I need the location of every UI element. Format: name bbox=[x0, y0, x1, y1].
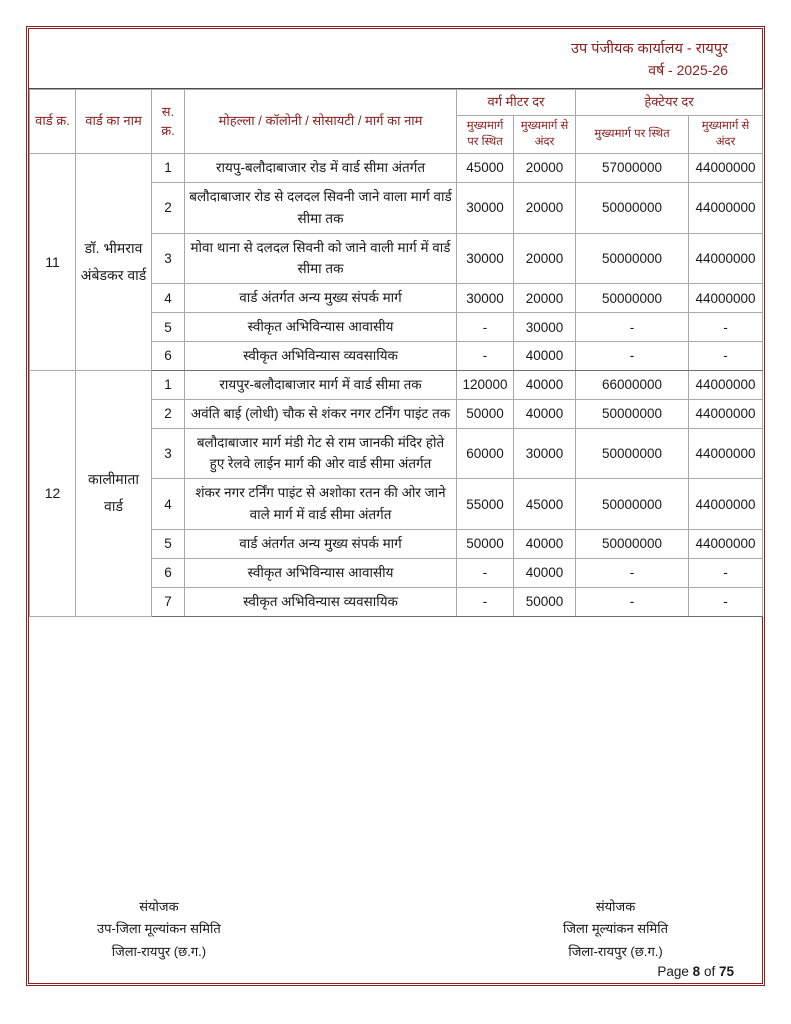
place-name-cell: स्वीकृत अभिविन्यास आवासीय bbox=[185, 558, 457, 587]
table-row bbox=[30, 154, 763, 183]
left-signature-committee: उप-जिला मूल्यांकन समिति bbox=[97, 921, 221, 937]
page-total: 75 bbox=[718, 964, 734, 979]
hectare-on-main-cell: 50000000 bbox=[576, 233, 689, 284]
sqm-on-main-cell: 30000 bbox=[457, 233, 514, 284]
table-body bbox=[30, 154, 763, 617]
col-header-sqm-on-main: मुख्यमार्ग पर स्थित bbox=[457, 116, 514, 154]
sqm-inside-cell: 45000 bbox=[514, 479, 576, 530]
signature-block-left bbox=[97, 896, 221, 963]
sqm-on-main-cell: 30000 bbox=[457, 182, 514, 233]
place-name-cell: बलौदाबाजार रोड से दलदल सिवनी जाने वाला मार्ग वार्ड सीमा तक bbox=[185, 182, 457, 233]
hectare-on-main-cell: 50000000 bbox=[576, 530, 689, 559]
sqm-inside-cell: 50000 bbox=[514, 587, 576, 616]
signature-row bbox=[45, 874, 746, 963]
sqm-on-main-cell: 50000 bbox=[457, 399, 514, 428]
col-header-hec-on-main: मुख्यमार्ग पर स्थित bbox=[576, 116, 689, 154]
serial-number-cell: 2 bbox=[152, 182, 185, 233]
place-name-cell: स्वीकृत अभिविन्यास व्यवसायिक bbox=[185, 342, 457, 371]
serial-number-cell: 2 bbox=[152, 399, 185, 428]
hectare-inside-cell: - bbox=[689, 558, 763, 587]
col-header-serial-no: स. क्र. bbox=[152, 90, 185, 154]
serial-number-cell: 5 bbox=[152, 313, 185, 342]
year-label: वर्ष - 2025-26 bbox=[648, 62, 728, 79]
sqm-inside-cell: 30000 bbox=[514, 313, 576, 342]
hectare-inside-cell: - bbox=[689, 313, 763, 342]
col-header-place-name: मोहल्ला / कॉलोनी / सोसायटी / मार्ग का नाम bbox=[185, 90, 457, 154]
col-header-group-sqm: वर्ग मीटर दर bbox=[457, 90, 576, 116]
serial-number-cell: 3 bbox=[152, 233, 185, 284]
hectare-on-main-cell: - bbox=[576, 342, 689, 371]
hectare-inside-cell: 44000000 bbox=[689, 233, 763, 284]
col-header-sqm-inside: मुख्यमार्ग से अंदर bbox=[514, 116, 576, 154]
hectare-on-main-cell: - bbox=[576, 313, 689, 342]
place-name-cell: स्वीकृत अभिविन्यास आवासीय bbox=[185, 313, 457, 342]
sqm-inside-cell: 40000 bbox=[514, 558, 576, 587]
serial-number-cell: 4 bbox=[152, 479, 185, 530]
serial-number-cell: 7 bbox=[152, 587, 185, 616]
col-header-ward-name: वार्ड का नाम bbox=[76, 90, 152, 154]
place-name-cell: वार्ड अंतर्गत अन्य मुख्य संपर्क मार्ग bbox=[185, 284, 457, 313]
right-signature-district: जिला-रायपुर (छ.ग.) bbox=[568, 943, 663, 959]
serial-number-cell: 1 bbox=[152, 154, 185, 183]
ward-number-cell: 12 bbox=[30, 370, 76, 616]
sqm-on-main-cell: 50000 bbox=[457, 530, 514, 559]
sqm-on-main-cell: - bbox=[457, 342, 514, 371]
hectare-inside-cell: 44000000 bbox=[689, 154, 763, 183]
hectare-inside-cell: 44000000 bbox=[689, 530, 763, 559]
hectare-inside-cell: 44000000 bbox=[689, 370, 763, 399]
place-name-cell: मोवा थाना से दलदल सिवनी को जाने वाली मार्ग में वार्ड सीमा तक bbox=[185, 233, 457, 284]
serial-number-cell: 5 bbox=[152, 530, 185, 559]
sqm-inside-cell: 40000 bbox=[514, 530, 576, 559]
ward-name-cell: डॉ. भीमराव अंबेडकर वार्ड bbox=[76, 154, 152, 371]
sqm-inside-cell: 20000 bbox=[514, 284, 576, 313]
right-signature-title: संयोजक bbox=[595, 898, 636, 914]
hectare-on-main-cell: 57000000 bbox=[576, 154, 689, 183]
serial-number-cell: 4 bbox=[152, 284, 185, 313]
hectare-inside-cell: 44000000 bbox=[689, 428, 763, 479]
page-number bbox=[45, 963, 746, 979]
hectare-inside-cell: - bbox=[689, 587, 763, 616]
col-header-group-hectare: हेक्टेयर दर bbox=[576, 90, 763, 116]
table-head bbox=[30, 90, 763, 154]
ward-number-cell: 11 bbox=[30, 154, 76, 371]
place-name-cell: बलौदाबाजार मार्ग मंडी गेट से राम जानकी मंदिर होते हुए रेलवे लाईन मार्ग की ओर वार्ड सीमा अंतर्गत bbox=[185, 428, 457, 479]
sqm-inside-cell: 40000 bbox=[514, 399, 576, 428]
col-header-hec-inside: मुख्यमार्ग से अंदर bbox=[689, 116, 763, 154]
sqm-on-main-cell: 30000 bbox=[457, 284, 514, 313]
page-inner bbox=[29, 29, 762, 983]
signature-block-right bbox=[563, 896, 668, 963]
hectare-on-main-cell: 50000000 bbox=[576, 428, 689, 479]
place-name-cell: अवंति बाई (लोधी) चौक से शंकर नगर टर्निंग पाइंट तक bbox=[185, 399, 457, 428]
page-label-mid: of bbox=[703, 964, 716, 979]
hectare-on-main-cell: 66000000 bbox=[576, 370, 689, 399]
sqm-on-main-cell: - bbox=[457, 587, 514, 616]
sqm-on-main-cell: - bbox=[457, 313, 514, 342]
table-row bbox=[30, 370, 763, 399]
place-name-cell: शंकर नगर टर्निंग पाइंट से अशोका रतन की ओर जाने वाले मार्ग में वार्ड सीमा अंतर्गत bbox=[185, 479, 457, 530]
place-name-cell: स्वीकृत अभिविन्यास व्यवसायिक bbox=[185, 587, 457, 616]
sqm-inside-cell: 20000 bbox=[514, 182, 576, 233]
serial-number-cell: 3 bbox=[152, 428, 185, 479]
ward-name-cell: कालीमाता वार्ड bbox=[76, 370, 152, 616]
hectare-on-main-cell: - bbox=[576, 558, 689, 587]
document-header bbox=[29, 29, 762, 89]
hectare-on-main-cell: 50000000 bbox=[576, 479, 689, 530]
sqm-on-main-cell: 120000 bbox=[457, 370, 514, 399]
col-header-ward-no: वार्ड क्र. bbox=[30, 90, 76, 154]
sqm-on-main-cell: 45000 bbox=[457, 154, 514, 183]
sqm-inside-cell: 30000 bbox=[514, 428, 576, 479]
left-signature-district: जिला-रायपुर (छ.ग.) bbox=[111, 943, 207, 959]
sqm-inside-cell: 40000 bbox=[514, 370, 576, 399]
sqm-inside-cell: 20000 bbox=[514, 233, 576, 284]
serial-number-cell: 6 bbox=[152, 342, 185, 371]
right-signature-committee: जिला मूल्यांकन समिति bbox=[563, 921, 668, 937]
sqm-on-main-cell: - bbox=[457, 558, 514, 587]
place-name-cell: रायपुर-बलौदाबाजार मार्ग में वार्ड सीमा तक bbox=[185, 370, 457, 399]
hectare-on-main-cell: 50000000 bbox=[576, 399, 689, 428]
hectare-on-main-cell: - bbox=[576, 587, 689, 616]
document-page bbox=[26, 26, 765, 986]
sqm-on-main-cell: 55000 bbox=[457, 479, 514, 530]
serial-number-cell: 1 bbox=[152, 370, 185, 399]
hectare-inside-cell: 44000000 bbox=[689, 399, 763, 428]
sqm-on-main-cell: 60000 bbox=[457, 428, 514, 479]
rates-table bbox=[29, 89, 763, 616]
page-label-prefix: Page bbox=[657, 964, 689, 979]
document-footer bbox=[29, 874, 762, 983]
place-name-cell: रायपु-बलौदाबाजार रोड में वार्ड सीमा अंतर्गत bbox=[185, 154, 457, 183]
hectare-inside-cell: 44000000 bbox=[689, 479, 763, 530]
hectare-inside-cell: - bbox=[689, 342, 763, 371]
header-row-top bbox=[30, 90, 763, 116]
place-name-cell: वार्ड अंतर्गत अन्य मुख्य संपर्क मार्ग bbox=[185, 530, 457, 559]
sqm-inside-cell: 20000 bbox=[514, 154, 576, 183]
hectare-on-main-cell: 50000000 bbox=[576, 284, 689, 313]
hectare-inside-cell: 44000000 bbox=[689, 182, 763, 233]
hectare-on-main-cell: 50000000 bbox=[576, 182, 689, 233]
left-signature-title: संयोजक bbox=[139, 898, 179, 914]
office-title: उप पंजीयक कार्यालय - रायपुर bbox=[571, 41, 728, 57]
sqm-inside-cell: 40000 bbox=[514, 342, 576, 371]
page-current: 8 bbox=[692, 964, 701, 979]
hectare-inside-cell: 44000000 bbox=[689, 284, 763, 313]
serial-number-cell: 6 bbox=[152, 558, 185, 587]
